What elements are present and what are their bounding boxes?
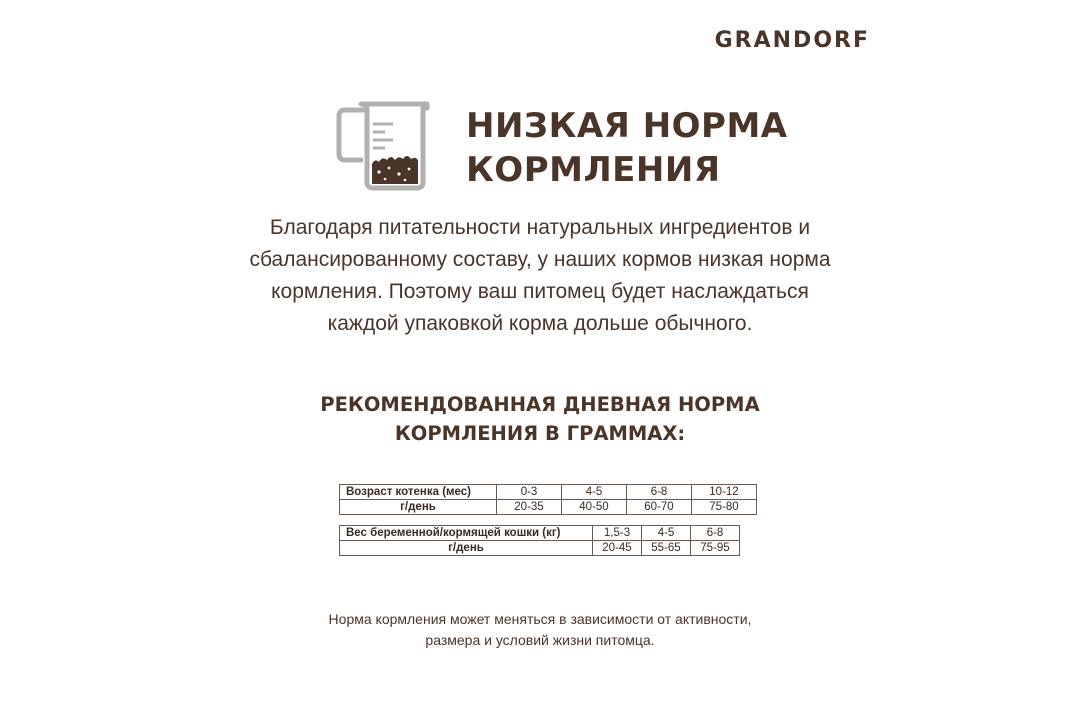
kitten-feeding-table	[339, 484, 757, 515]
table-cell: 4-5	[562, 485, 627, 500]
table-cell: 40-50	[562, 500, 627, 515]
table-cell: 6-8	[627, 485, 692, 500]
table-row	[340, 541, 740, 556]
table-cell: 60-70	[627, 500, 692, 515]
description-line-2: сбалансированному составу, у наших кормов низкая норма	[249, 248, 831, 271]
pregnant-cat-feeding-table	[339, 525, 740, 556]
table-cell: 75-80	[692, 500, 757, 515]
footnote-line-2: размера и условий жизни питомца.	[425, 632, 655, 648]
table-cell: 1,5-3	[593, 526, 642, 541]
measuring-cup-icon	[333, 100, 433, 192]
table-cell: 4-5	[642, 526, 691, 541]
brand-logo: GRANDORF	[714, 28, 870, 53]
section-title	[200, 390, 880, 448]
table-cell: 10-12	[692, 485, 757, 500]
table-cell: 75-95	[691, 541, 740, 556]
section-title-line-1: РЕКОМЕНДОВАННАЯ ДНЕВНАЯ НОРМА	[320, 393, 760, 416]
grams-per-day-label: г/день	[340, 541, 593, 556]
kitten-age-header: Возраст котенка (мес)	[340, 485, 497, 500]
description-line-3: кормления. Поэтому ваш питомец будет наслаждаться	[271, 280, 809, 303]
hero-title-line-2: КОРМЛЕНИЯ	[466, 150, 721, 190]
description-text	[180, 212, 900, 340]
description-line-4: каждой упаковкой корма дольше обычного.	[327, 312, 753, 335]
table-row	[340, 526, 740, 541]
table-cell: 55-65	[642, 541, 691, 556]
description-line-1: Благодаря питательности натуральных ингредиентов и	[269, 216, 811, 239]
table-cell: 6-8	[691, 526, 740, 541]
grams-per-day-label: г/день	[340, 500, 497, 515]
hero-title-line-1: НИЗКАЯ НОРМА	[466, 106, 788, 146]
table-cell: 20-35	[497, 500, 562, 515]
hero-title	[466, 104, 788, 192]
table-row	[340, 500, 757, 515]
footnote	[240, 609, 840, 651]
table-row	[340, 485, 757, 500]
table-cell: 0-3	[497, 485, 562, 500]
cat-weight-header: Вес беременной/кормящей кошки (кг)	[340, 526, 593, 541]
table-cell: 20-45	[593, 541, 642, 556]
footnote-line-1: Норма кормления может меняться в зависимости от активности,	[328, 611, 752, 627]
section-title-line-2: КОРМЛЕНИЯ В ГРАММАХ:	[394, 422, 686, 445]
